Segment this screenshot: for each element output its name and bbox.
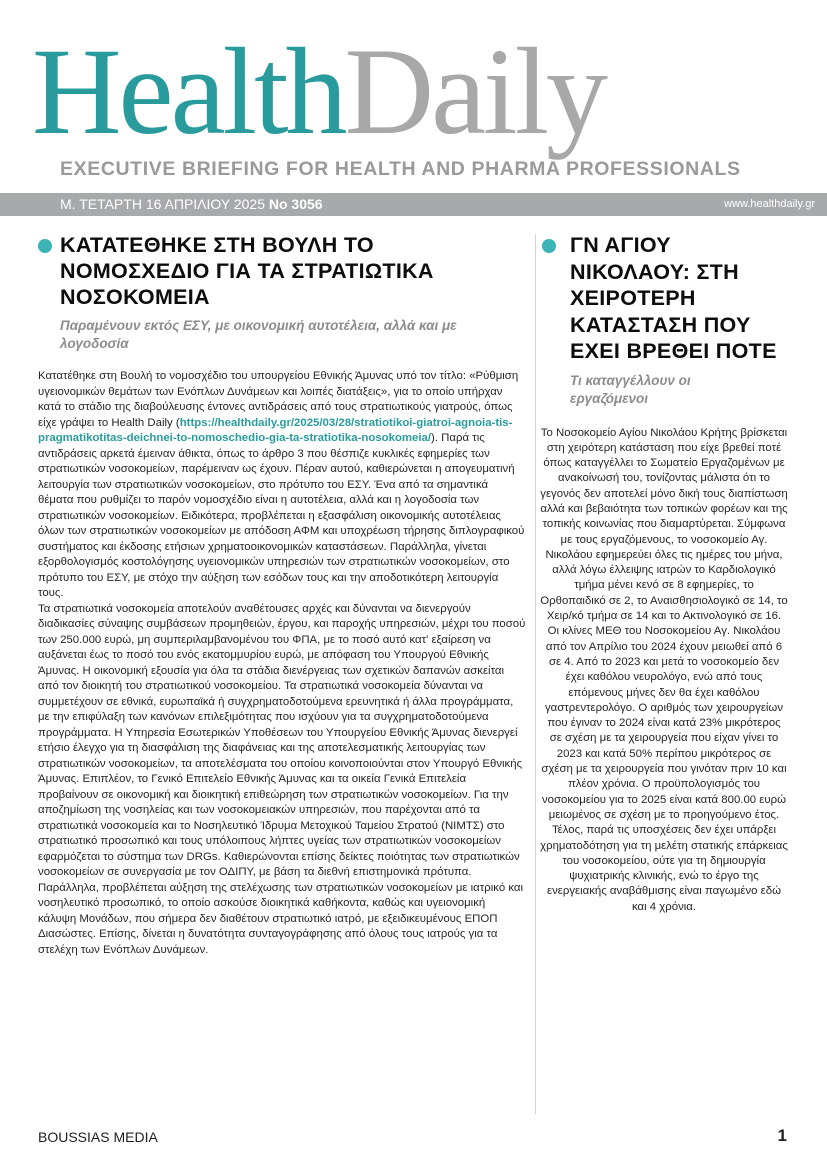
masthead-logo	[32, 23, 812, 160]
issue-date-line	[60, 195, 323, 214]
paragraph-text: Κατατέθηκε στη Βουλή το νομοσχέδιο του υπουργείου Εθνικής Άμυνας υπό τον τίτλο: «Ρύθμιση υγειονομικών θεμάτων των Ενόπλων Δυνάμεων και λοιπές διατάξεις», για το οποίο υπήρχαν κατά το στάδιο της διαβούλευσης έντονες αντιδράσεις από τους στρατιωτικούς γιατρούς, όπως είχε γράψει το Health Daily (	[38, 370, 519, 429]
article-left-paragraph: Τα στρατιωτικά νοσοκομεία αποτελούν αναθέτουσες αρχές και δύνανται να διενεργούν διαδικασίες σύναψης συμβάσεων προμηθειών, έργου, και παροχής υπηρεσιών, μέχρι του ποσού των 250.000 ευρώ, μη συμπεριλαμβανομένου του ΦΠΑ, με το ποσό αυτό κατ' εξαίρεση να αυξάνεται έως το ποσό του ενός εκατομμυρίου ευρώ, με απόφαση του Υπουργού Εθνικής Άμυνας. Η οικονομική εξουσία για όλα τα στάδια διενέργειας των σχετικών δαπανών ασκείται από τον διοικητή του στρατιωτικού νοσοκομείου. Τα στρατιωτικά νοσοκομεία δύνανται να συμμετέχουν σε εθνικά, ευρωπαϊκά ή συγχρηματοδοτούμενα ερευνητικά ή άλλα προγράμματα, με την επιφύλαξη των κανόνων επιλεξιμότητας που ισχύουν για τα συγχρηματοδοτούμενα προγράμματα. Η Υπηρεσία Εσωτερικών Υποθέσεων του Υπουργείου Εθνικής Άμυνας διενεργεί ετήσιο έλεγχο για τη διασφάλιση της διαφάνειας και της αποτελεσματικής λειτουργίας των στρατιωτικών νοσοκομείων, τα αποτελέσματα του οποίου κοινοποιούνται στον Υπουργό Εθνικής Άμυνας. Επιπλέον, το Γενικό Επιτελείο Εθνικής Άμυνας και τα οικεία Γενικά Επιτελεία προβαίνουν σε οικονομική και διοικητική επιθεώρηση των στρατιωτικών νοσοκομείων. Για την αποζημίωση της νοσηλείας και των νοσοκομειακών υπηρεσιών, που παρέχονται από τα στρατιωτικά νοσοκομεία και το Νοσηλευτικό Ίδρυμα Μετοχικού Ταμείου Στρατού (ΝΙΜΤΣ) στο στρατιωτικό προσωπικό και τους υπόλοιπους λήπτες υγείας των στρατιωτικών νοσοκομείων εφαρμόζεται το σύστημα των DRGs. Καθιερώνονται επίσης δείκτες ποιότητας των στρατιωτικών νοσοκομείων σε συνεργασία με τον ΟΔΙΠΥ, με βάση τα διεθνή επιστημονικά πρότυπα. Παράλληλα, προβλέπεται αύξηση της στελέχωσης των στρατιωτικών νοσοκομείων με ιατρικό και νοσηλευτικό προσωπικό, το οποίο ασκούσε διοικητικά καθήκοντα, καθώς και υγειονομική κάλυψη Μονάδων, που σήμερα δεν διαθέτουν στρατιωτικό ιατρό, με εξειδικευμένους ΕΠΟΠ Διασώστες. Επίσης, δίνεται η δυνατότητα συνταγογράφησης από όλους τους ιατρούς για τα στελέχη των Ενόπλων Δυνάμεων.	[38, 602, 526, 956]
issue-number: Nο 3056	[268, 196, 323, 212]
article-left-headline: ΚΑΤΑΤΕΘΗΚΕ ΣΤΗ ΒΟΥΛΗ ΤΟ ΝΟΜΟΣΧΕΔΙΟ ΓΙΑ ΤΑ ΣΤΡΑΤΙΩΤΙΚΑ ΝΟΣΟΚΟΜΕΙΑ	[60, 233, 434, 309]
issue-date: Μ. ΤΕΤΑΡΤΗ 16 ΑΠΡΙΛΙΟΥ 2025	[60, 196, 265, 212]
issue-bar	[0, 193, 827, 216]
website-url[interactable]: www.healthdaily.gr	[724, 198, 815, 210]
logo-health: Health	[32, 23, 345, 160]
article-right-body: Το Νοσοκομείο Αγίου Νικολάου Κρήτης βρίσκεται στη χειρότερη κατάσταση που είχε βρεθεί ποτέ όπως καταγγέλλει το Σωματείο Εργαζομένων με ανακοίνωσή του, τονίζοντας μάλιστα ότι το γεγονός δεν αποτελεί μόνο δική τους διαπίστωση αλλά και βεβαιότητα των τοπικών φορέων και της τοπικής κοινωνίας που διαμαρτύρεται. Σύμφωνα με τους εργαζόμενους, το νοσοκομείο Αγ. Νικολάου εφημερεύει όλες τις ημέρες του μήνα, αλλά λόγω έλλειψης ιατρών το Καρδιολογικό τμήμα μένει κενό σε 8 εφημερίες, το Ορθοπαιδικό σε 2, το Αναισθησιολογικό σε 14, το Χειρ/κό τμήμα σε 14 και το Ακτινολογικό σε 16. Οι κλίνες ΜΕΘ του Νοσοκομείου Αγ. Νικολάου από τον Απρίλιο του 2024 έχουν μειωθεί από 6 σε 4. Από το 2023 και μετά το νοσοκομείο δεν έχει καθόλου νευρολόγο, ενώ από τους επόμενους μήνες δεν θα έχει καθόλου γαστρεντερολόγο. Ο αριθμός των χειρουργείων που έγιναν το 2024 είναι κατά 23% μικρότερος σε σχέση με τα χειρουργεία που είχαν γίνει το 2023 και κατά 50% περίπου μικρότερος σε σχέση με τα χειρουργεία που γινόταν πριν 10 και πλέον χρόνια. Ο προϋπολογισμός του νοσοκομείου για το 2025 είναι κατά 800.00 ευρώ μειωμένος σε σχέση με το προηγούμενο έτος. Τέλος, παρά τις υποσχέσεις δεν έχει υπάρξει χρηματοδότηση για τη μελέτη στατικής επάρκειας του νοσοκομείου, ούτε για τη δημιουργία ψυχιατρικής κλινικής, ενώ το έργο της ενεργειακής αναβάθμισης είναι παγωμένο εδώ και 4 χρόνια.	[540, 426, 788, 913]
page-number: 1	[777, 1126, 787, 1145]
logo-daily: Daily	[344, 23, 606, 160]
column-divider	[535, 234, 536, 1114]
article-left-subheadline: Παραμένουν εκτός ΕΣΥ, με οικονομική αυτοτέλεια, αλλά και με λογοδοσία	[60, 318, 457, 351]
article-right	[540, 232, 788, 915]
article-left-body	[38, 369, 526, 958]
article-right-headline: ΓΝ ΑΓΙΟΥ ΝΙΚΟΛΑΟΥ: ΣΤΗ ΧΕΙΡΟΤΕΡΗ ΚΑΤΑΣΤΑΣΗ ΠΟΥ ΕΧΕΙ ΒΡΕΘΕΙ ΠΟΤΕ	[570, 233, 777, 363]
article-right-subheadline: Τι καταγγέλλουν οι εργαζόμενοι	[570, 372, 691, 406]
headline-bullet-icon	[542, 239, 556, 253]
article-left-paragraph	[38, 369, 526, 602]
paragraph-text: ). Παρά τις αντιδράσεις αρκετά έμειναν άθικτα, όπως το άρθρο 3 που θέσπιζε κυκλικές εφημερίες των στρατιωτικών νοσοκομείων, παρέμειναν ως έχουν. Πέραν αυτού, καθιερώνεται η απογευματινή λειτουργία των στρατιωτικών νοσοκομείων, στο πρότυπο του ΕΣΥ. Ένα από τα σημαντικά θέματα που ρυθμίζει το παρόν νομοσχέδιο είναι η αυτοτέλεια, αλλά και η λογοδοσία των στρατιωτικών νοσοκομείων. Ειδικότερα, προβλέπεται η εξασφάλιση οικονομικής αυτοτέλειας όλων των στρατιωτικών νοσοκομείων με απόδοση ΑΦΜ και υποχρέωση τήρησης διπλογραφικού συστήματος και έκδοσης ετήσιων χρηματοοικονομικών καταστάσεων. Παράλληλα, γίνεται εξορθολογισμός κοστολόγησης υγειονομικών υπηρεσιών των στρατιωτικών νοσοκομείων, στο πρότυπο του ΕΣΥ, με στόχο την αύξηση των εσόδων τους και την αποδοτικότερη λειτουργία τους.	[38, 432, 525, 599]
footer-brand: BOUSSIAS MEDIA	[38, 1129, 158, 1145]
tagline: EXECUTIVE BRIEFING FOR HEALTH AND PHARMA PROFESSIONALS	[60, 158, 741, 180]
article-link[interactable]: https://healthdaily.gr/2025/03/28/stratiotikoi-giatroi-agnoia-tis-pragmatikotitas-deichnei-to-nomoschedio-gia-ta-stratiotika-nosokomeia/	[38, 416, 513, 444]
headline-bullet-icon	[38, 239, 52, 253]
headline-row-left	[38, 232, 526, 310]
article-left	[38, 232, 526, 958]
headline-row-right	[540, 232, 788, 365]
